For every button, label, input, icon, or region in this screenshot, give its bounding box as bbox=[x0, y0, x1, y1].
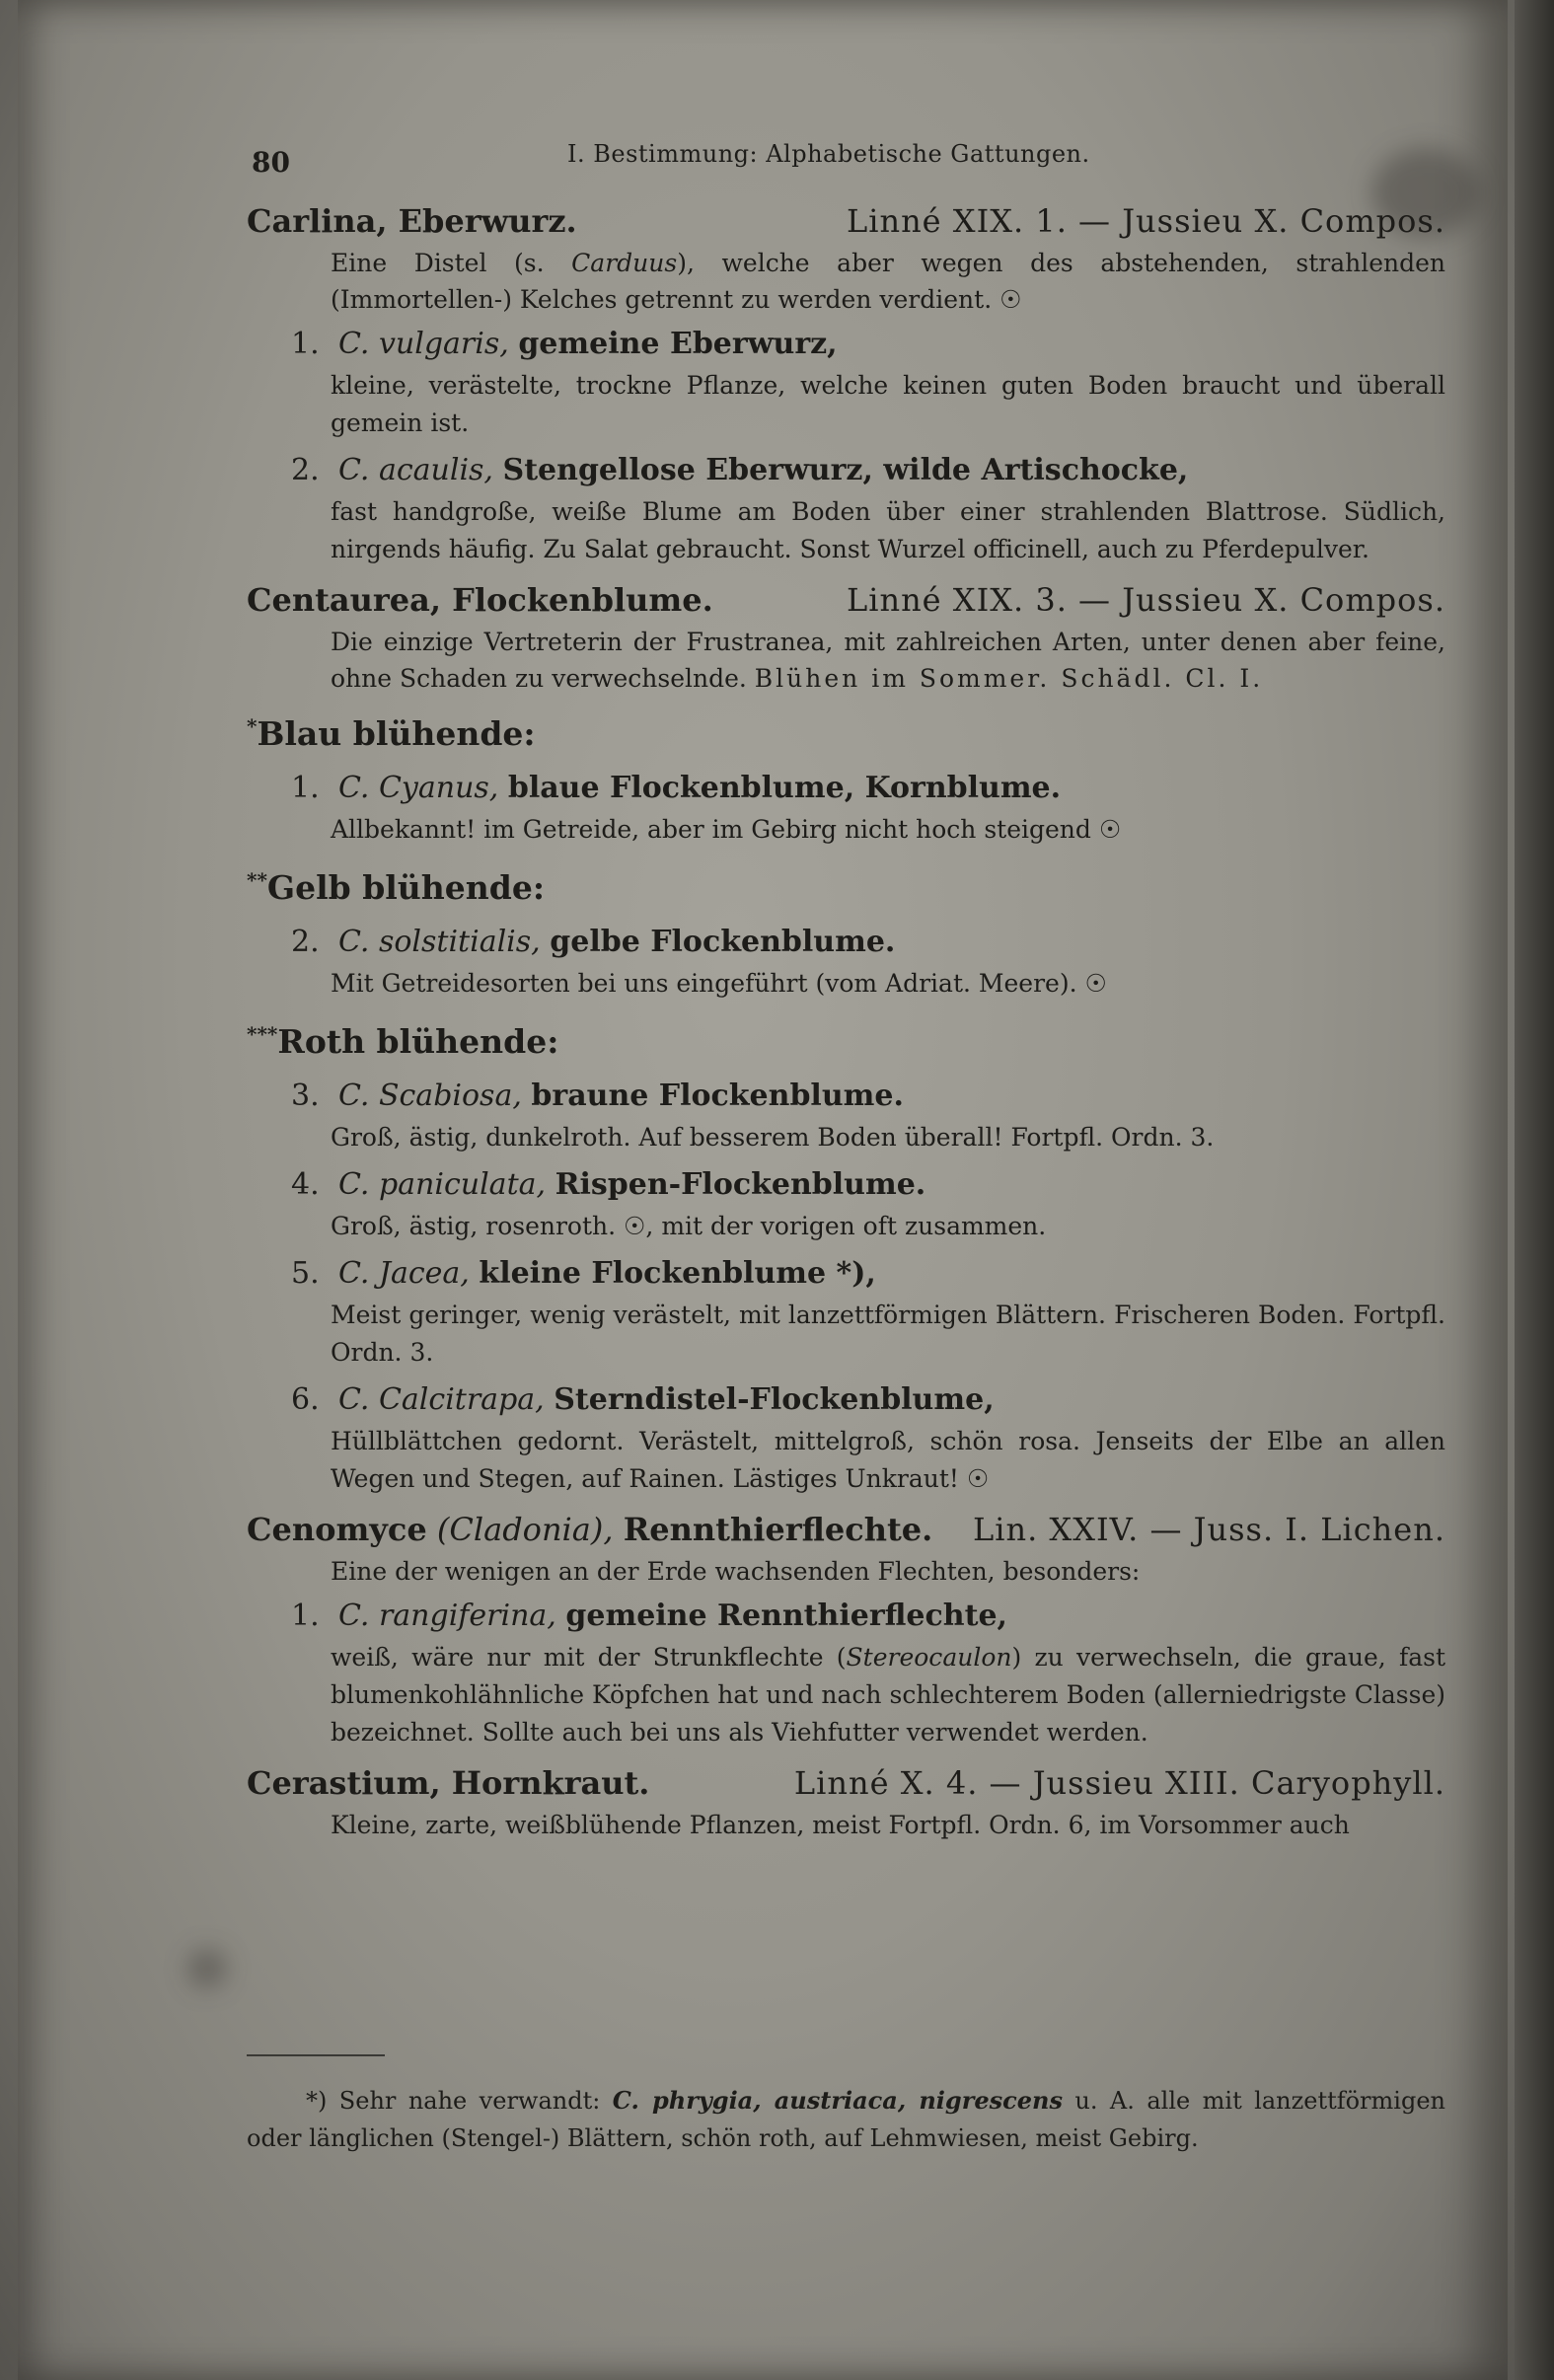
species-description: Groß, ästig, rosenroth. ☉, mit der vorigen oft zusammen. bbox=[331, 1212, 1047, 1240]
genus-description bbox=[331, 245, 1445, 318]
genus-heading bbox=[247, 197, 1445, 245]
species-description: Allbekannt! im Getreide, aber im Gebirg nicht hoch steigend ☉ bbox=[331, 815, 1122, 844]
species-heading bbox=[291, 1377, 1445, 1423]
species-latin: C. Calcitrapa, bbox=[338, 1382, 545, 1417]
genus-vernacular: Rennthierflechte. bbox=[623, 1511, 933, 1548]
species-latin: C. rangiferina, bbox=[338, 1599, 556, 1633]
desc-text: Die einzige Vertreterin der bbox=[331, 628, 687, 656]
species-number: 1. bbox=[291, 327, 320, 361]
species-vernacular: blaue Flockenblume, Kornblume. bbox=[507, 771, 1062, 805]
species-description: Meist geringer, wenig verästelt, mit lanzettförmigen Blättern. Frischeren Boden. Fortpfl. Ordn. 3. bbox=[331, 1301, 1445, 1367]
genus-description: Kleine, zarte, weißblühende Pflanzen, meist Fortpfl. Ordn. 6, im Vorsommer auch bbox=[331, 1811, 1350, 1839]
genus-name: Cerastium, Hornkraut. bbox=[247, 1764, 650, 1802]
footnote-rule bbox=[247, 2054, 385, 2056]
genus-name: Carlina, Eberwurz. bbox=[247, 202, 577, 240]
latin-ref: Frustranea bbox=[686, 628, 826, 656]
binding-shadow bbox=[1515, 0, 1554, 2380]
species-description bbox=[331, 1639, 1445, 1751]
species-description: Mit Getreidesorten bei uns eingeführt (vom Adriat. Meere). ☉ bbox=[331, 969, 1107, 998]
species-heading bbox=[291, 1251, 1445, 1297]
genus-name: Centaurea, Flockenblume. bbox=[247, 581, 713, 619]
species-description: Hüllblättchen gedornt. Verästelt, mittelgroß, schön rosa. Jenseits der Elbe an allen Wegen und Stegen, auf Rainen. Lästiges Unkraut! ☉ bbox=[331, 1427, 1445, 1493]
species-description: kleine, verästelte, trockne Pflanze, welche keinen guten Boden braucht und überall gemein ist. bbox=[331, 371, 1445, 437]
genus-name: Cenomyce bbox=[247, 1511, 427, 1548]
footnote-text: u. A. alle mit lanzettförmigen oder länglichen (Stengel-) Blättern, schön roth, auf Lehmwiesen, meist Gebirg. bbox=[247, 2087, 1445, 2152]
desc-text: Eine Distel (s. bbox=[331, 249, 572, 277]
species-heading bbox=[291, 322, 1445, 367]
species-vernacular: braune Flockenblume. bbox=[531, 1078, 904, 1113]
header-title: I. Bestimmung: Alphabetische Gattungen. bbox=[567, 140, 1090, 168]
classification: Lin. XXIV. — Juss. I. Lichen. bbox=[972, 1511, 1445, 1548]
species-heading bbox=[291, 448, 1445, 493]
species-number: 3. bbox=[291, 1078, 320, 1113]
footnote bbox=[247, 2082, 1445, 2157]
species-number: 2. bbox=[291, 925, 320, 959]
entry-cerastium bbox=[247, 1759, 1445, 1843]
page-number: 80 bbox=[252, 146, 290, 179]
species-vernacular: gelbe Flockenblume. bbox=[550, 925, 896, 959]
group-mark: *** bbox=[247, 1022, 278, 1046]
species-latin: C. solstitialis, bbox=[338, 925, 541, 959]
species-latin: C. Scabiosa, bbox=[338, 1078, 522, 1113]
footnote-mark: *) Sehr nahe verwandt: bbox=[306, 2087, 613, 2115]
desc-text: weiß, wäre nur mit der Strunkflechte ( bbox=[331, 1643, 847, 1672]
desc-text: ), welche aber wegen des abstehenden, strahlenden (Immortellen-) Kelches getrennt zu werden verdient. ☉ bbox=[331, 249, 1445, 314]
desc-text: Blühen im Sommer. Schädl. Cl. I. bbox=[754, 664, 1264, 693]
group-label: Blau blühende: bbox=[257, 714, 536, 753]
genus-synonym: (Cladonia), bbox=[436, 1511, 614, 1548]
species-heading bbox=[291, 1594, 1445, 1639]
species-description: Groß, ästig, dunkelroth. Auf besserem Boden überall! Fortpfl. Ordn. 3. bbox=[331, 1123, 1215, 1152]
species-vernacular: Sterndistel-Flockenblume, bbox=[554, 1382, 995, 1417]
classification: Linné X. 4. — Jussieu XIII. Caryophyll. bbox=[793, 1764, 1445, 1802]
species-latin: C. Cyanus, bbox=[338, 771, 499, 805]
species-number: 5. bbox=[291, 1256, 320, 1291]
species-vernacular: Stengellose Eberwurz, wilde Artischocke, bbox=[502, 453, 1189, 487]
group-heading bbox=[247, 855, 1445, 914]
species-number: 1. bbox=[291, 771, 320, 805]
species-number: 6. bbox=[291, 1382, 320, 1417]
species-number: 1. bbox=[291, 1599, 320, 1633]
group-mark: ** bbox=[247, 868, 267, 892]
species-heading bbox=[291, 766, 1445, 811]
classification: Linné XIX. 1. — Jussieu X. Compos. bbox=[846, 202, 1445, 240]
genus-heading bbox=[247, 1506, 1445, 1553]
species-description: fast handgroße, weiße Blume am Boden über einer strahlenden Blattrose. Südlich, nirgends häufig. Zu Salat gebraucht. Sonst Wurzel officinell, auch zu Pferdepulver. bbox=[331, 497, 1445, 563]
species-vernacular: gemeine Eberwurz, bbox=[518, 327, 838, 361]
latin-ref: Carduus bbox=[571, 249, 678, 277]
genus-heading bbox=[247, 1759, 1445, 1807]
classification: Linné XIX. 3. — Jussieu X. Compos. bbox=[846, 581, 1445, 619]
running-head bbox=[252, 140, 1445, 180]
species-latin: C. paniculata, bbox=[338, 1167, 547, 1202]
species-vernacular: gemeine Rennthierflechte, bbox=[565, 1599, 1007, 1633]
group-label: Roth blühende: bbox=[277, 1022, 559, 1061]
footnote-species: C. phrygia, austriaca, nigrescens bbox=[612, 2086, 1063, 2115]
group-heading bbox=[247, 1008, 1445, 1068]
species-latin: C. vulgaris, bbox=[338, 327, 509, 361]
genus-description: Eine der wenigen an der Erde wachsenden Flechten, besonders: bbox=[331, 1557, 1141, 1586]
species-latin: C. Jacea, bbox=[338, 1256, 470, 1291]
genus-description bbox=[331, 624, 1445, 697]
stain bbox=[187, 1949, 227, 1988]
species-heading bbox=[291, 1162, 1445, 1208]
species-vernacular: Rispen-Flockenblume. bbox=[555, 1167, 926, 1202]
page-body bbox=[247, 197, 1445, 1843]
genus-heading bbox=[247, 576, 1445, 624]
entry-carlina bbox=[247, 197, 1445, 568]
genus-name-group bbox=[247, 1506, 932, 1553]
entry-centaurea bbox=[247, 576, 1445, 1498]
species-heading bbox=[291, 1074, 1445, 1119]
species-number: 4. bbox=[291, 1167, 320, 1202]
species-number: 2. bbox=[291, 453, 320, 487]
group-mark: * bbox=[247, 714, 258, 738]
species-latin: C. acaulis, bbox=[338, 453, 493, 487]
species-heading bbox=[291, 920, 1445, 965]
entry-cenomyce bbox=[247, 1506, 1445, 1751]
desc-text: , mit zahlreichen Arten, unter denen aber feine, ohne Schaden zu verwechselnde. bbox=[331, 628, 1445, 693]
group-label: Gelb blühende: bbox=[266, 868, 546, 907]
latin-ref: Stereocaulon bbox=[846, 1643, 1012, 1672]
group-heading bbox=[247, 701, 1445, 760]
desc-text: ) zu verwechseln, die graue, fast blumenkohlähnliche Köpfchen hat und nach schlechterem Boden (allerniedrigste Classe) bezeichnet. Sollte auch bei uns als Viehfutter verwendet werden. bbox=[331, 1643, 1445, 1747]
species-vernacular: kleine Flockenblume *), bbox=[479, 1256, 876, 1291]
